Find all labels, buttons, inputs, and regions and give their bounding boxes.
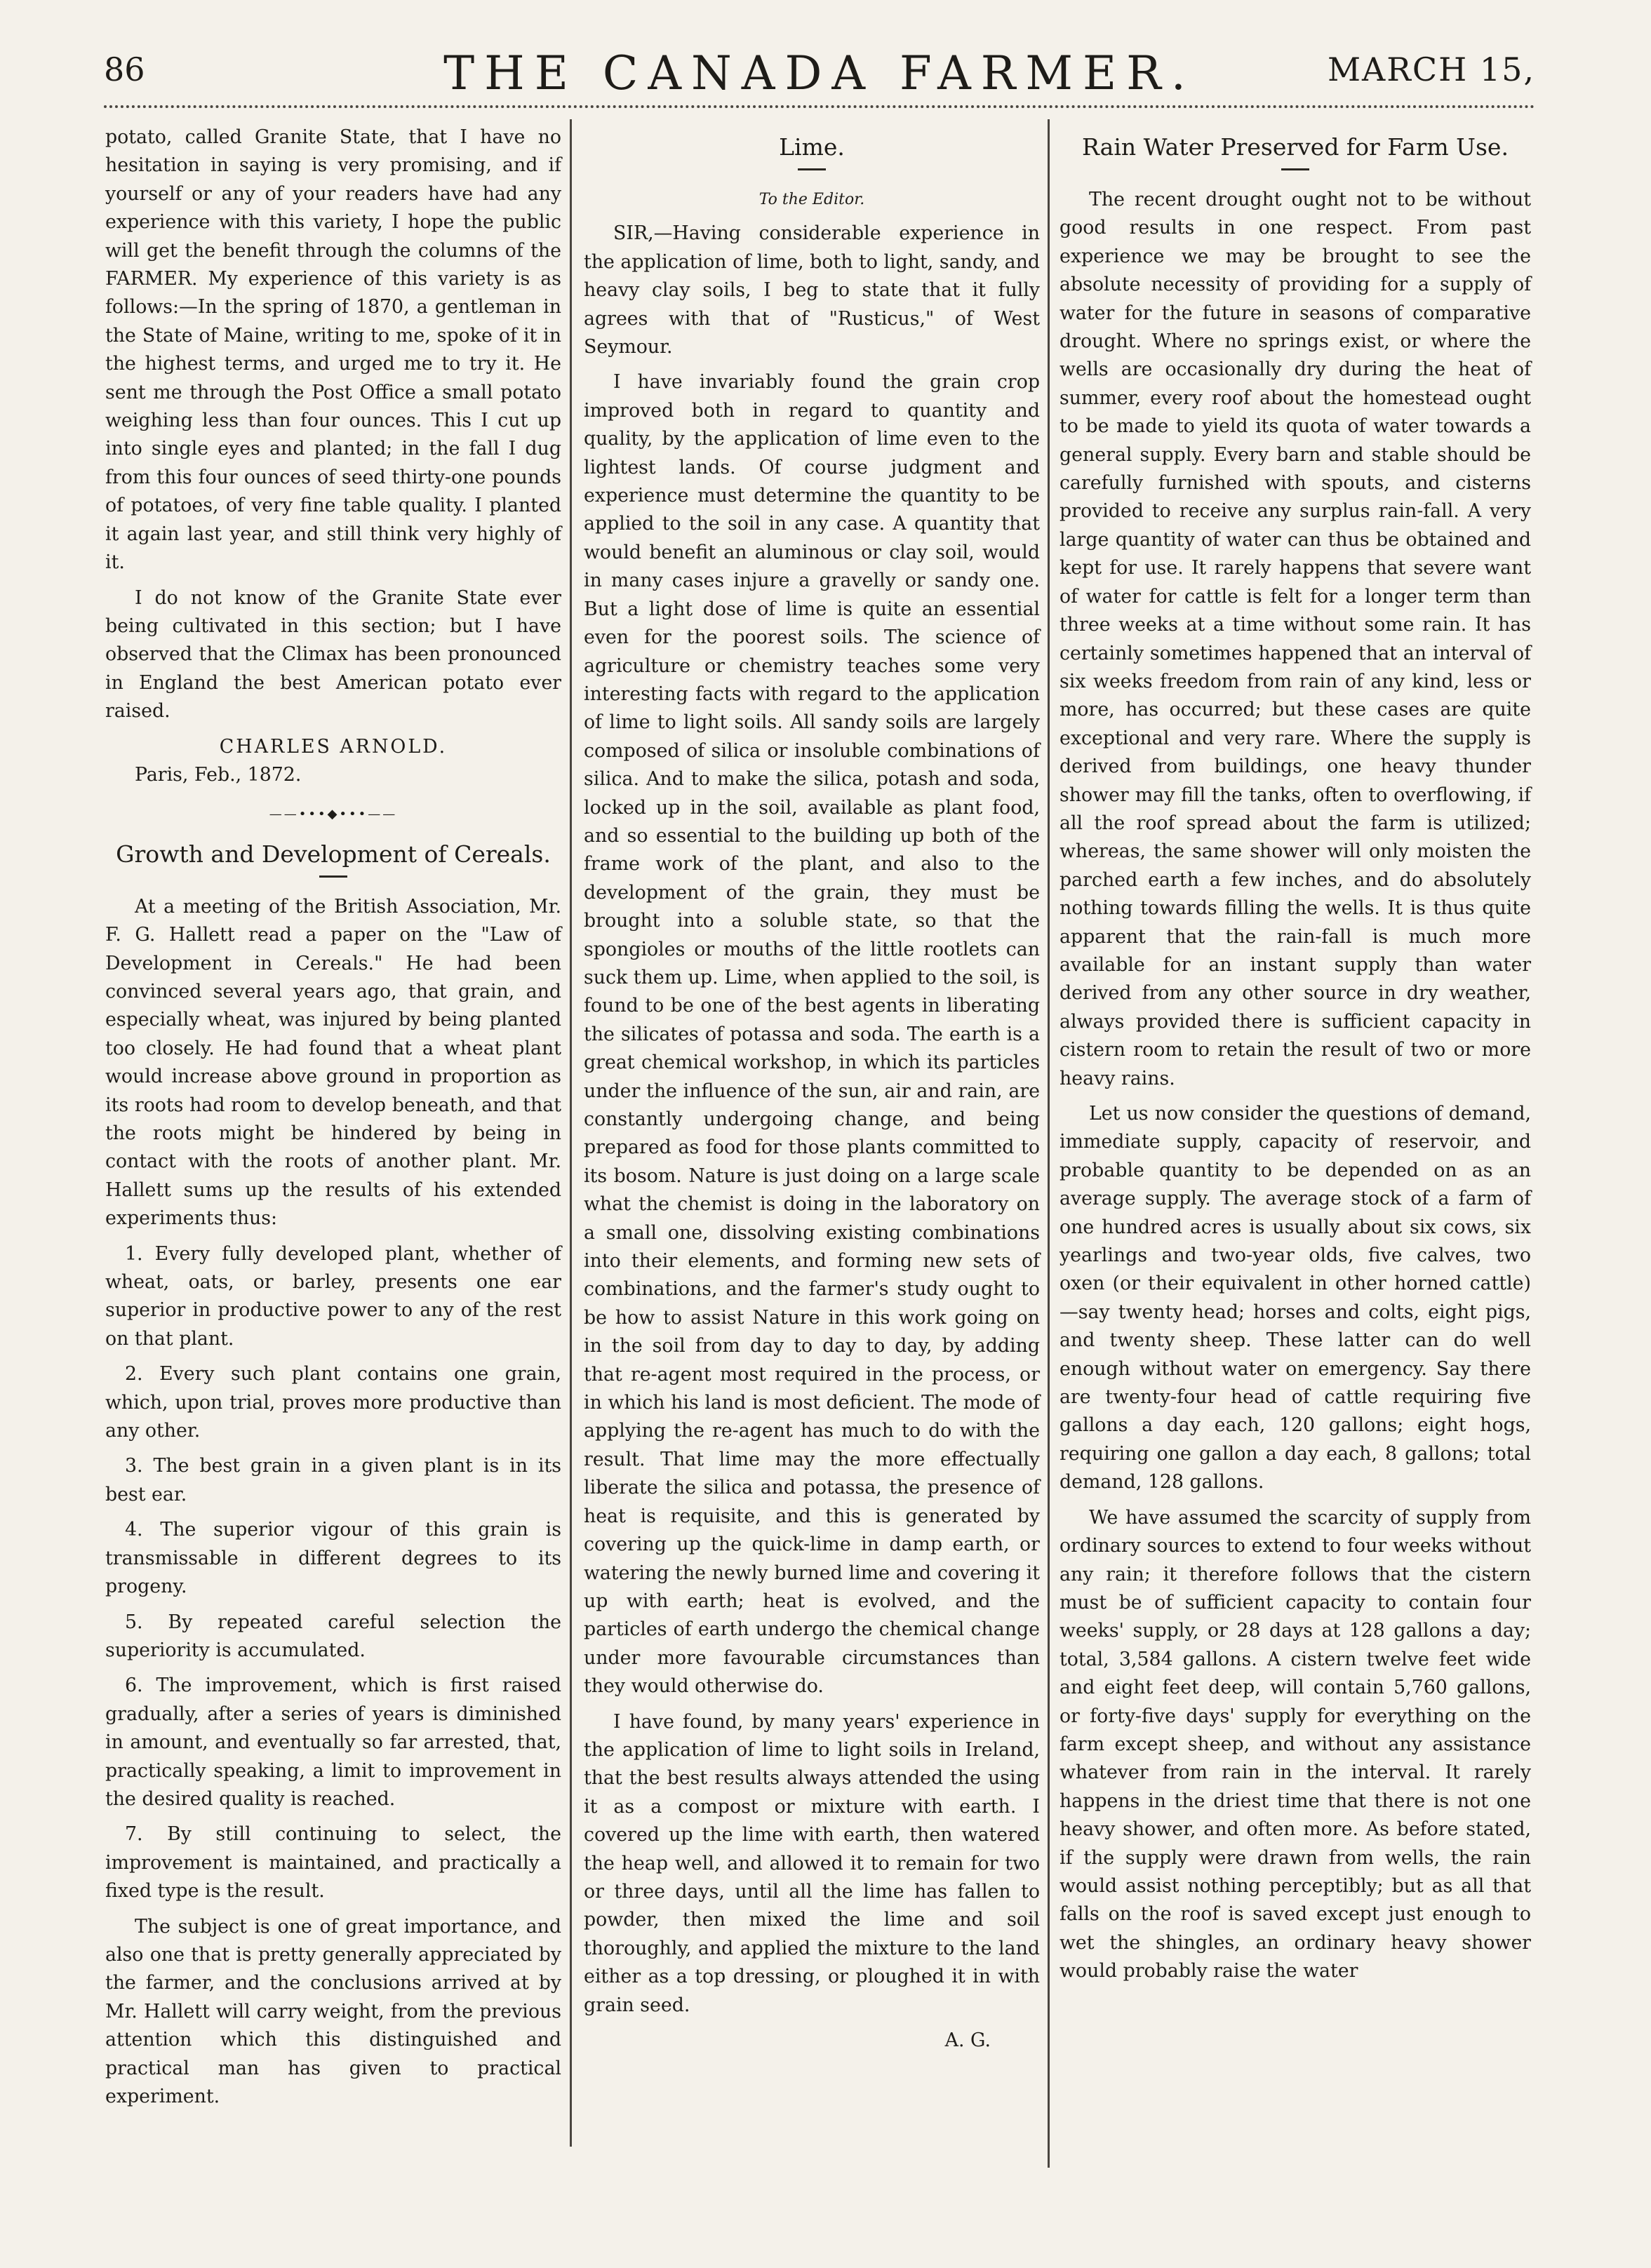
list-item: 2. Every such plant contains one grain, which, upon trial, proves more productive than any other.: [105, 1363, 561, 1442]
article-title: Lime.: [779, 133, 845, 161]
paragraph: I have invariably found the grain crop improved both in regard to quantity and quality, by the application of lime even to the lightest lands. Of course judgment and experience must determine the quantity to be applied to the soil in any case. A quantity that would benefit an aluminous or clay soil, would in many cases injure a gravelly or sandy one. But a light dose of lime is quite an essential even for the poorest soils. The science of agriculture or chemistry teaches some very interesting facts with regard to the application of lime to light soils. All sandy soils are largely composed of silica or insoluble combinations of silica. And to make the silica, potash and soda, locked up in the soil, available as plant food, and so essential to the building up both of the frame work of the plant, and also to the development of the grain, they must be brought into a soluble state, so that the spongioles or mouths of the little rootlets can suck them up. Lime, when applied to the soil, is found to be one of the best agents in liberating the silicates of potassa and soda. The earth is a great chemical workshop, in which its particles under the influence of the sun, air and rain, are constantly undergoing change, and being prepared as food for those plants committed to its bosom. Nature is just doing on a large scale what the chemist is doing in the laboratory on a small one, dissolving existing combinations into their elements, and forming new sets of combinations, and the farmer's study ought to be how to assist Nature in this work going on in the soil from day to day to day, by adding that re-agent most required in the process, or in which his land is most deficient. The mode of applying the re-agent has much to do with the result. That lime may the more effectually liberate the silica and potassa, the presence of heat is requisite, and this is generated by covering up the quick-lime in damp earth, or watering the newly burned lime and covering it up with earth; heat is evolved, and the particles of earth undergo the chemical change under more favourable circumstances than they would otherwise do.: [584, 371, 1040, 1698]
title-rule: [798, 168, 826, 170]
list-item: 4. The superior vigour of this grain is transmissable in different degrees to its progeny.: [105, 1519, 561, 1598]
article-title: Growth and Development of Cereals.: [116, 840, 551, 868]
column-divider-2: [1048, 119, 1050, 2168]
list-item: 7. By still continuing to select, the improvement is maintained, and practically a fixed type is the result.: [105, 1823, 561, 1903]
page-number: 86: [104, 51, 145, 88]
place-date: Paris, Feb., 1872.: [135, 763, 302, 786]
header-rule: [104, 105, 1535, 111]
column-middle: [584, 123, 1040, 2055]
byline: To the Editor.: [758, 191, 865, 208]
paragraph: potato, called Granite State, that I have no hesitation in saying is very promising, and if yourself or any of your readers have had any experience with this variety, I hope the public will get the benefit through the columns of the FARMER. My experience of this variety is as follows:—In the spring of 1870, a gentleman in the State of Maine, writing to me, spoke of it in the highest terms, and urged me to try it. He sent me through the Post Office a small potato weighing less than four ounces. This I cut up into single eyes and planted; in the fall I dug from this four ounces of seed thirty-one pounds of potatoes, of very fine table quality. I planted it again last year, and still think very highly of it.: [105, 126, 561, 574]
paragraph: SIR,—Having considerable experience in the application of lime, both to light, sandy, and heavy clay soils, I beg to state that it fully agrees with that of "Rusticus," of West Seymour.: [584, 222, 1040, 358]
column-left: [105, 123, 561, 2118]
list-item: 5. By repeated careful selection the superiority is accumulated.: [105, 1611, 561, 1661]
column-divider-1: [570, 119, 572, 2147]
list-item: 6. The improvement, which is first raised gradually, after a series of years is diminished in amount, and eventually so far arrested, that, practically speaking, a limit to improvement in the desired quality is reached.: [105, 1675, 561, 1810]
article-title: Rain Water Preserved for Farm Use.: [1082, 133, 1509, 161]
issue-date: MARCH 15,: [1327, 51, 1535, 88]
author-signature: A. G.: [944, 2029, 991, 2051]
paragraph: Let us now consider the questions of demand, immediate supply, capacity of reservoir, and probable quantity to be depended on as an average supply. The average stock of a farm of one hundred acres is usually about six cows, six yearlings and two-year olds, five calves, two oxen (or their equivalent in other horned cattle)—say twenty head; horses and colts, eight pigs, and twenty sheep. These latter can do well enough without water on emergency. Say there are twenty-four head of cattle requiring five gallons a day each, 120 gallons; eight hogs, requiring one gallon a day each, 8 gallons; total demand, 128 gallons.: [1060, 1103, 1531, 1494]
paragraph: We have assumed the scarcity of supply from ordinary sources to extend to four weeks without any rain; it therefore follows that the cistern must be of sufficient capacity to contain four weeks' supply, or 28 days at 128 gallons a day; total, 3,584 gallons. A cistern twelve feet wide and eight feet deep, will contain 5,760 gallons, or forty-five days' supply for everything on the farm except sheep, and without any assistance whatever from rain in the interval. It rarely happens in the driest time that there is not one heavy shower, and often more. As before stated, if the supply were drawn from wells, the rain would assist nothing perceptibly; but as all that falls on the roof is saved except just enough to wet the shingles, an ordinary heavy shower would probably raise the water: [1060, 1506, 1531, 1982]
list-item: 3. The best grain in a given plant is in its best ear.: [105, 1455, 561, 1505]
section-ornament: ——•••◆•••——: [269, 807, 398, 822]
title-rule: [319, 875, 347, 878]
newspaper-title: THE CANADA FARMER.: [443, 46, 1196, 100]
paragraph: The recent drought ought not to be without good results in one respect. From past experience we may be brought to see the absolute necessity of providing for a supply of water for the future in seasons of comparative drought. Where no springs exist, or where the wells are occasionally dry during the heat of summer, every roof about the homestead ought to be made to yield its quota of water towards a general supply. Every barn and stable should be carefully furnished with spouts, and cisterns provided to receive any surplus rain-fall. A very large quantity of water can thus be obtained and kept for use. It rarely happens that severe want of water for cattle is felt for a longer term than three weeks at a time without some rain. It has certainly sometimes happened that an interval of six weeks freedom from rain of any kind, less or more, has occurred; but these cases are quite exceptional and very rare. Where the supply is derived from buildings, one heavy thunder shower may fill the tanks, often to overflowing, if all the roof spread about the farm is utilized; whereas, the same shower will only moisten the parched earth a few inches, and do absolutely nothing towards filling the wells. It is thus quite apparent that the rain-fall is much more available for an instant supply than water derived from any other source in dry weather, always provided there is sufficient capacity in cistern room to retain the result of two or more heavy rains.: [1060, 189, 1531, 1089]
paragraph: At a meeting of the British Association, Mr. F. G. Hallett read a paper on the "Law of Development in Cereals." He had been convinced several years ago, that grain, and especially wheat, was injured by being planted too closely. He had found that a wheat plant would increase above ground in proportion as its roots had room to develop beneath, and that the roots might be hindered by being in contact with the roots of another plant. Mr. Hallett sums up the results of his extended experiments thus:: [105, 895, 561, 1230]
column-right: [1060, 123, 1531, 1993]
author-signature: CHARLES ARNOLD.: [219, 735, 448, 758]
paragraph: I do not know of the Granite State ever being cultivated in this section; but I have observed that the Climax has been pronounced in England the best American potato ever raised.: [105, 586, 561, 723]
masthead: [104, 46, 1535, 105]
title-rule: [1281, 168, 1309, 170]
paragraph: The subject is one of great importance, and also one that is pretty generally appreciated by the farmer, and the conclusions arrived at by Mr. Hallett will carry weight, from the previous attention which this distinguished and practical man has given to practical experiment.: [105, 1915, 561, 2107]
list-item: 1. Every fully developed plant, whether of wheat, oats, or barley, presents one ear superior in productive power to any of the rest on that plant.: [105, 1242, 561, 1350]
paragraph: I have found, by many years' experience in the application of lime to light soils in Ireland, that the best results always attended the using it as a compost or mixture with earth. I covered up the lime with earth, then watered the heap well, and allowed it to remain for two or three days, until all the lime has fallen to powder, then mixed the lime and soil thoroughly, and applied the mixture to the land either as a top dressing, or ploughed it in with grain seed.: [584, 1710, 1040, 2016]
